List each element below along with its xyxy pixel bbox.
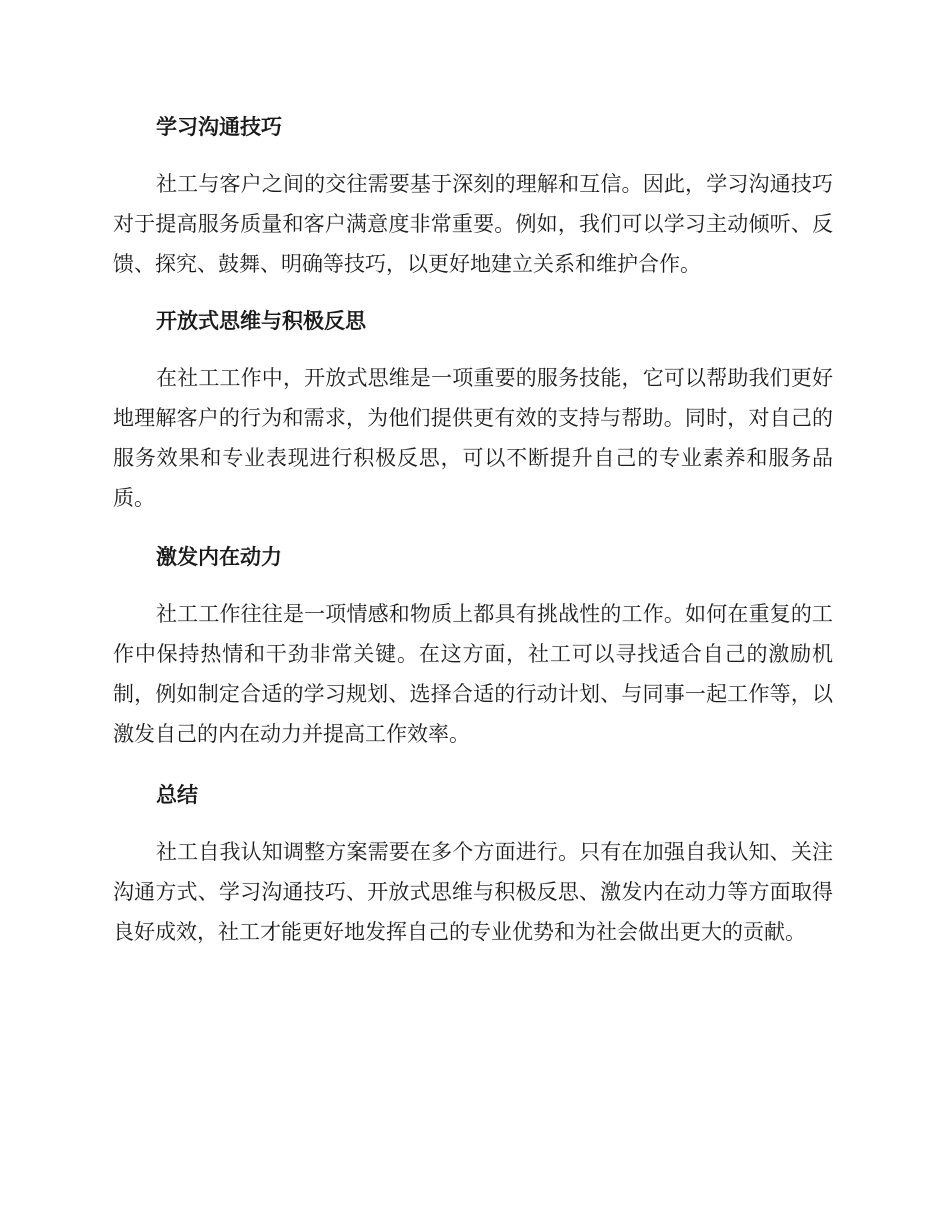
section-paragraph: 社工自我认知调整方案需要在多个方面进行。只有在加强自我认知、关注沟通方式、学习沟通技巧、开放式思维与积极反思、激发内在动力等方面取得良好成效，社工才能更好地发挥自己的专业优势和为社会做出更大的贡献。	[113, 840, 833, 944]
section-communication-skills	[113, 112, 833, 284]
section-heading: 总结	[156, 783, 198, 807]
section-summary	[113, 780, 833, 952]
section-paragraph: 社工工作往往是一项情感和物质上都具有挑战性的工作。如何在重复的工作中保持热情和干劲非常关键。在这方面，社工可以寻找适合自己的激励机制，例如制定合适的学习规划、选择合适的行动计划、与同事一起工作等，以激发自己的内在动力并提高工作效率。	[113, 602, 833, 746]
section-heading: 开放式思维与积极反思	[156, 309, 366, 333]
section-heading: 激发内在动力	[156, 545, 282, 569]
section-paragraph: 在社工工作中，开放式思维是一项重要的服务技能，它可以帮助我们更好地理解客户的行为和需求，为他们提供更有效的支持与帮助。同时，对自己的服务效果和专业表现进行积极反思，可以不断提升自己的专业素养和服务品质。	[113, 366, 833, 510]
section-open-thinking	[113, 306, 833, 518]
section-heading: 学习沟通技巧	[156, 115, 282, 139]
section-paragraph: 社工与客户之间的交往需要基于深刻的理解和互信。因此，学习沟通技巧对于提高服务质量和客户满意度非常重要。例如，我们可以学习主动倾听、反馈、探究、鼓舞、明确等技巧，以更好地建立关系和维护合作。	[113, 172, 833, 276]
section-inner-motivation	[113, 542, 833, 754]
